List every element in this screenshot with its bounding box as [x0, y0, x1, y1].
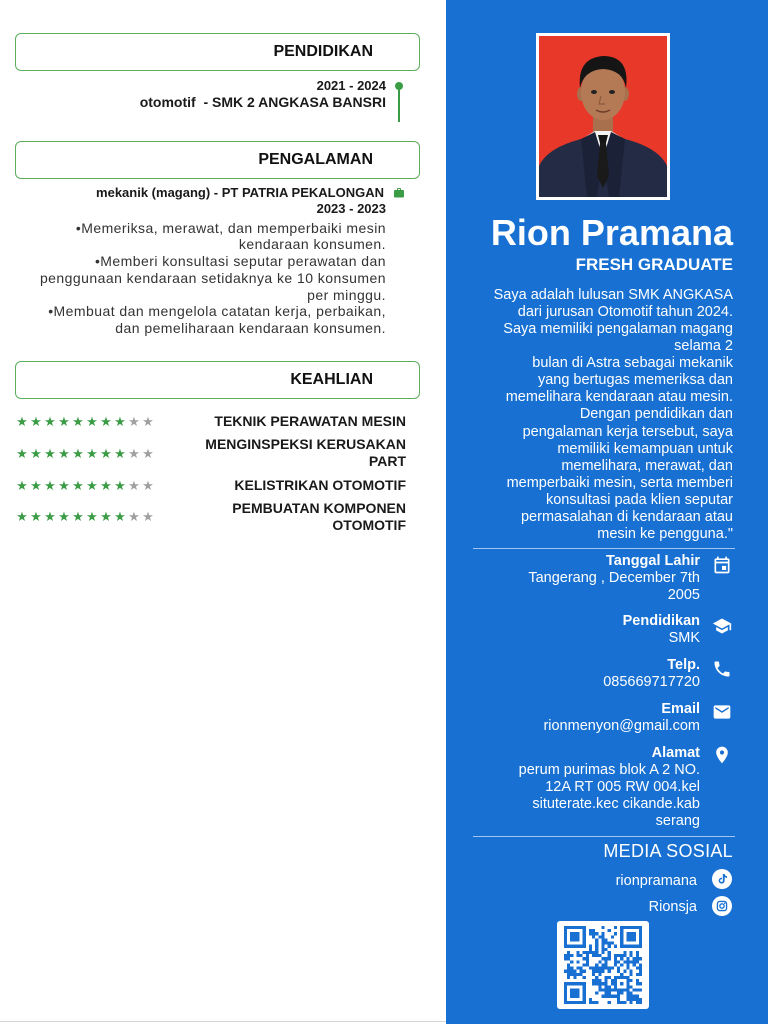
education-period: 2021 - 2024	[316, 78, 386, 93]
contact-label: Pendidikan	[622, 612, 700, 629]
summary-line: permasalahan di kendaraan atau	[520, 509, 733, 526]
summary-line: konsultasi pada klien seputar	[545, 492, 733, 509]
star-filled-icon: ★	[44, 479, 56, 494]
star-empty-icon: ★	[128, 479, 140, 494]
email-address[interactable]: rionmenyon@gmail.com	[543, 717, 700, 734]
summary-line: dari jurusan Otomotif tahun 2024.	[517, 303, 733, 320]
skill-name	[0, 413, 406, 430]
contact-value: 12A RT 005 RW 004.kel	[545, 778, 700, 795]
instagram-icon[interactable]	[712, 896, 732, 916]
contact-label: Telp.	[667, 656, 700, 673]
social-handle-instagram[interactable]: Rionsja	[648, 898, 697, 915]
contact-address	[446, 745, 700, 830]
contact-value: Tangerang , December 7th	[528, 569, 700, 586]
contact-label: Tanggal Lahir	[606, 552, 700, 569]
skills-heading-box	[15, 361, 420, 399]
social-handle-tiktok[interactable]: rionpramana	[615, 872, 697, 889]
profile-summary	[446, 287, 733, 544]
contact-value: SMK	[668, 629, 700, 646]
description-line: per minggu.	[307, 286, 386, 303]
star-filled-icon: ★	[58, 510, 70, 525]
calendar-icon	[712, 555, 732, 575]
phone-icon	[712, 659, 732, 679]
star-filled-icon: ★	[16, 447, 28, 462]
briefcase-icon	[393, 187, 405, 199]
contact-email	[446, 701, 700, 735]
education-heading: PENDIDIKAN	[273, 43, 373, 60]
summary-line: memelihara, merawat, dan	[561, 457, 733, 474]
star-filled-icon: ★	[100, 479, 112, 494]
description-line: •Memberi konsultasi seputar perawatan dan	[94, 253, 386, 270]
star-filled-icon: ★	[100, 415, 112, 430]
qr-code-card	[557, 921, 649, 1009]
experience-period: 2023 - 2023	[316, 201, 386, 216]
star-filled-icon: ★	[58, 479, 70, 494]
description-line: •Membuat dan mengelola catatan kerja, perbaikan,	[48, 303, 386, 320]
summary-line: bulan di Astra sebagai mekanik	[532, 355, 733, 372]
divider	[473, 836, 735, 837]
summary-line: Saya memiliki pengalaman magang	[503, 320, 733, 337]
contact-value: 2005	[667, 586, 700, 603]
star-filled-icon: ★	[16, 415, 28, 430]
skill-name	[0, 477, 406, 494]
skill-name-line: KELISTRIKAN OTOMOTIF	[234, 476, 406, 493]
profile-photo	[536, 33, 670, 200]
timeline-line	[398, 88, 400, 122]
star-empty-icon: ★	[142, 447, 154, 462]
contact-value: serang	[655, 812, 700, 829]
summary-line: pengalaman kerja tersebut, saya	[522, 423, 733, 440]
education-detail: otomotif - SMK 2 ANGKASA BANSRI	[139, 94, 386, 110]
star-filled-icon: ★	[114, 447, 126, 462]
star-empty-icon: ★	[142, 415, 154, 430]
star-filled-icon: ★	[114, 415, 126, 430]
skill-name	[0, 500, 406, 534]
star-empty-icon: ★	[128, 510, 140, 525]
social-heading: MEDIA SOSIAL	[603, 841, 733, 861]
contact-phone	[446, 657, 700, 691]
star-filled-icon: ★	[86, 510, 98, 525]
summary-line: selama 2	[674, 337, 733, 354]
contact-education	[446, 613, 700, 647]
experience-heading-box	[15, 141, 420, 179]
star-empty-icon: ★	[142, 479, 154, 494]
divider	[473, 548, 735, 549]
star-empty-icon: ★	[142, 510, 154, 525]
star-filled-icon: ★	[58, 447, 70, 462]
star-empty-icon: ★	[128, 415, 140, 430]
star-filled-icon: ★	[72, 510, 84, 525]
star-filled-icon: ★	[30, 479, 42, 494]
star-filled-icon: ★	[86, 447, 98, 462]
star-filled-icon: ★	[114, 479, 126, 494]
star-filled-icon: ★	[16, 479, 28, 494]
star-filled-icon: ★	[44, 510, 56, 525]
summary-line: mesin ke pengguna."	[597, 526, 733, 543]
star-filled-icon: ★	[30, 447, 42, 462]
star-filled-icon: ★	[72, 447, 84, 462]
email-icon	[712, 702, 732, 722]
skill-name-line: PEMBUATAN KOMPONEN	[232, 499, 406, 516]
skill-name-line: OTOMOTIF	[332, 516, 406, 533]
star-filled-icon: ★	[44, 447, 56, 462]
star-filled-icon: ★	[30, 415, 42, 430]
profile-title: FRESH GRADUATE	[575, 255, 733, 274]
description-line: •Memeriksa, merawat, dan memperbaiki mesin	[75, 219, 386, 236]
profile-photo-image	[539, 36, 667, 197]
contact-label: Alamat	[651, 744, 700, 761]
summary-line: memiliki kemampuan untuk	[557, 440, 733, 457]
star-filled-icon: ★	[100, 510, 112, 525]
profile-name: Rion Pramana	[490, 212, 733, 253]
summary-line: Saya adalah lulusan SMK ANGKASA	[493, 286, 733, 303]
description-line: penggunaan kendaraan setidaknya ke 10 konsumen	[39, 269, 386, 286]
contact-value: situterate.kec cikande.kab	[532, 795, 700, 812]
summary-line: Dengan pendidikan dan	[579, 406, 733, 423]
page-bottom-border	[0, 1021, 446, 1022]
location-pin-icon	[712, 745, 732, 765]
phone-number[interactable]: 085669717720	[603, 673, 700, 690]
star-filled-icon: ★	[72, 415, 84, 430]
contact-label: Email	[661, 700, 700, 717]
star-filled-icon: ★	[86, 479, 98, 494]
star-filled-icon: ★	[72, 479, 84, 494]
summary-line: memperbaiki mesin, serta memberi	[506, 475, 733, 492]
experience-description	[0, 220, 386, 338]
skills-heading: KEAHLIAN	[290, 371, 373, 388]
graduation-cap-icon	[712, 616, 732, 636]
summary-line: yang bertugas memeriksa dan	[537, 372, 733, 389]
experience-role: mekanik (magang) - PT PATRIA PEKALONGAN	[96, 185, 384, 200]
star-filled-icon: ★	[114, 510, 126, 525]
education-heading-box	[15, 33, 420, 71]
star-filled-icon: ★	[58, 415, 70, 430]
star-filled-icon: ★	[86, 415, 98, 430]
contact-value: perum purimas blok A 2 NO.	[518, 761, 700, 778]
star-filled-icon: ★	[100, 447, 112, 462]
description-line: kendaraan konsumen.	[238, 236, 386, 253]
star-filled-icon: ★	[30, 510, 42, 525]
summary-line: memelihara kendaraan atau mesin.	[505, 389, 733, 406]
tiktok-icon[interactable]	[712, 869, 732, 889]
star-filled-icon: ★	[16, 510, 28, 525]
experience-heading: PENGALAMAN	[258, 151, 373, 168]
skill-name-line: MENGINSPEKSI KERUSAKAN	[205, 435, 406, 452]
description-line: dan pemeliharaan kendaraan konsumen.	[115, 320, 386, 337]
star-empty-icon: ★	[128, 447, 140, 462]
skill-name-line: PART	[368, 452, 406, 469]
star-filled-icon: ★	[44, 415, 56, 430]
contact-birthdate	[446, 553, 700, 604]
skill-name	[0, 436, 406, 470]
skill-name-line: TEKNIK PERAWATAN MESIN	[214, 412, 406, 429]
qr-code	[564, 926, 642, 1004]
